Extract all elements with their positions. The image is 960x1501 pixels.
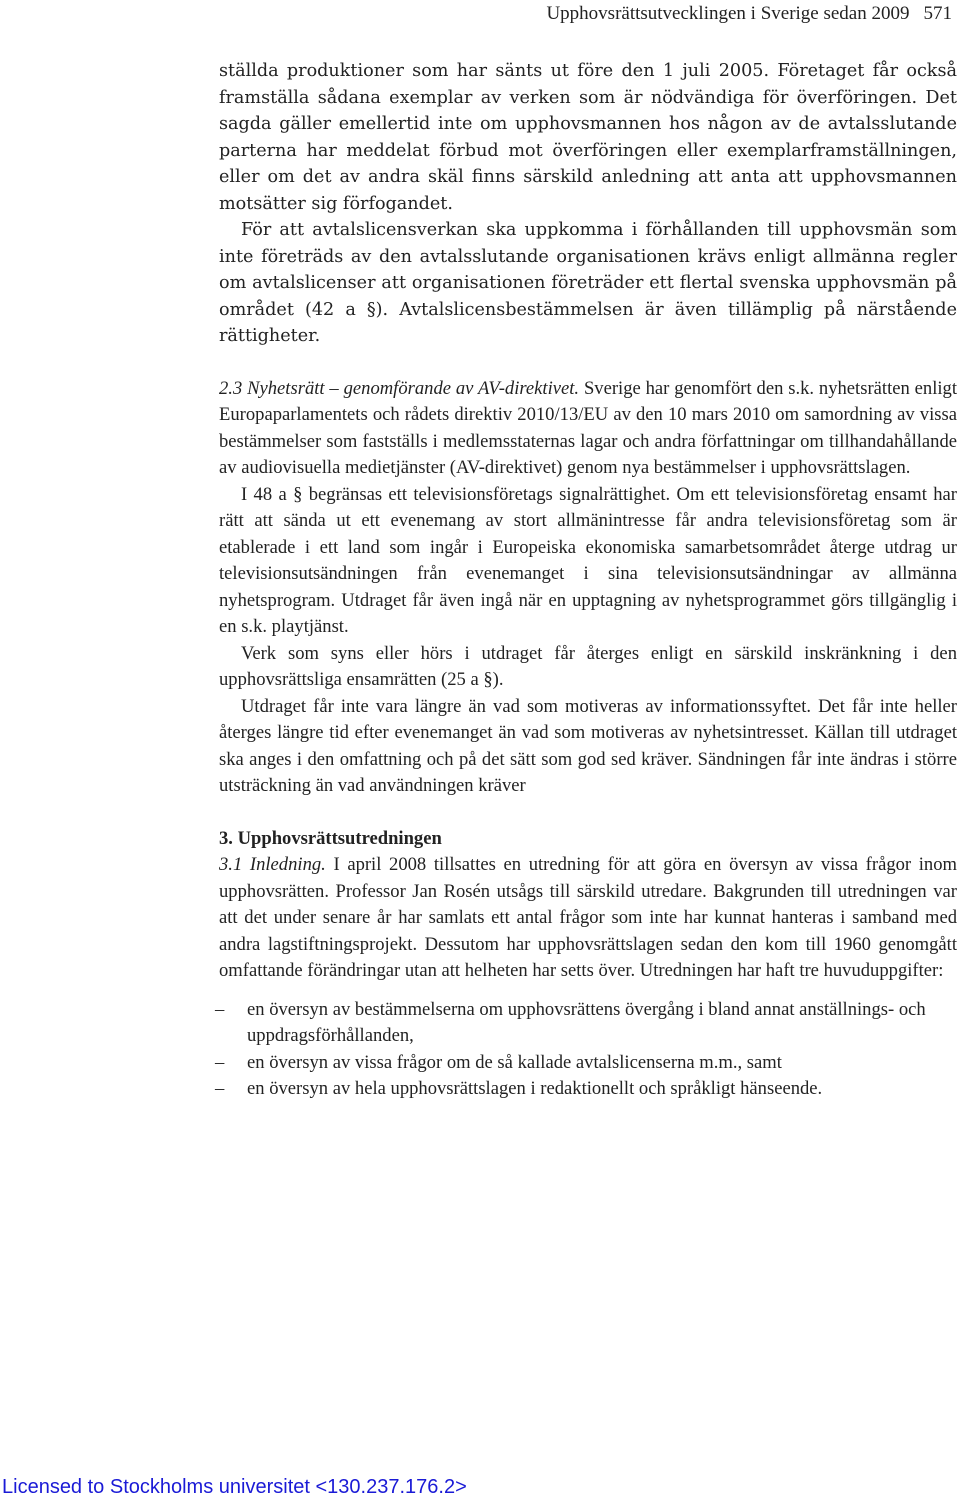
list-item-text: en översyn av hela upphovsrättslagen i redaktionellt och språkligt hänseende. — [247, 1078, 823, 1099]
section-3-1 — [219, 852, 957, 985]
paragraph-overforing: ställda produktioner som har sänts ut före den 1 juli 2005. Företaget får också framställa sådana exemplar av verken som är nödvändiga för överföringen. Det sagda gäller emellertid inte om upphovsmannen hos någon av de avtalsslutande parterna har meddelat förbud mot överföringen eller exemplarframställningen, eller om det av andra skäl finns särskild anledning att anta att upphovsmannen motsätter sig förfogandet. — [219, 61, 957, 214]
section-2-3-text: Sverige har genomfört den s.k. nyhetsrätten enligt Europaparlamentets och rådets direktiv 2010/13/EU av den 10 mars 2010 om samordning av vissa bestämmelser som fastställs i medlemsstaternas lagar och andra författningar om tillhandahållande av audiovisuella medietjänster (AV-direktivet) genom nya bestämmelser i upphovsrättslagen. — [219, 377, 957, 478]
list-item-text: en översyn av vissa frågor om de så kallade avtalslicenserna m.m., samt — [247, 1051, 782, 1073]
paragraph-avtalslicens: För att avtalslicensverkan ska uppkomma i förhållanden till upphovsmän som inte företräds av den avtalsslutande organisationen krävs enligt allmänna regler om avtalslicenser att organisationen företräder ett flertal svenska upphovsmän på området (42 a §). Avtalslicensbestämmelsen är även tillämplig på närstående rättigheter. — [219, 220, 957, 346]
section-3-heading: 3. Upphovsrättsutredningen — [219, 827, 442, 849]
page-number: 571 — [923, 3, 952, 24]
dash-marker: – — [215, 998, 225, 1020]
paragraph-utdraget: Utdraget får inte vara längre än vad som motiveras av informationssyftet. Det får inte heller återges längre tid efter evenemanget än vad som motiveras av nyhetsintresset. Källan till utdraget ska anges i den omfattning och på det sätt som god sed kräver. Sändningen får inte ändras i större utsträckning än vad användningen kräver — [219, 695, 957, 796]
running-title: Upphovsrättsutvecklingen i Sverige sedan 2009 — [546, 3, 910, 24]
list-item-text: en översyn av bestämmelserna om upphovsrättens övergång i bland annat anställnings- och uppdragsförhållanden, — [247, 998, 926, 1046]
paragraph-48a: I 48 a § begränsas ett televisionsföretags signalrättighet. Om ett televisionsföretag ensamt har rätt att sända ut ett evenemang av stort allmänintresse får andra televisionsföretag som är etablerade i ett land som ingår i Europeiska ekonomiska samarbetsområdet återge utdrag ur televisionsutsändningen från evenemanget i sina televisionsutsändningar av allmänna nyhetsprogram. Utdraget får även ingå när en upptagning av nyhetsprogrammet görs tillgänglig i en s.k. playtjänst. — [219, 483, 957, 637]
section-3-1-heading: 3.1 Inledning. — [219, 854, 326, 875]
list-item — [217, 1076, 957, 1103]
page-body — [215, 58, 957, 1103]
section-2-3 — [219, 376, 957, 482]
section-3-1-text: I april 2008 tillsattes en utredning för att göra en översyn av vissa frågor inom upphovsrätten. Professor Jan Rosén utsågs till särskild utredare. Bakgrunden till utredningen var att det under senare år har samlats ett antal frågor som inte har kunnat hanteras i samband med andra lagstiftningsprojekt. Dessutom har upphovsrättslagen sedan den kom till 1960 genomgått omfattande förändringar utan att helheten har setts över. Utredningen har haft tre huvuduppgifter: — [219, 854, 957, 981]
license-footer: Licensed to Stockholms universitet <130.237.176.2> — [2, 1476, 467, 1498]
list-item — [217, 997, 957, 1050]
list-item — [217, 1050, 957, 1077]
dash-marker: – — [215, 1051, 225, 1073]
section-2-3-heading: 2.3 Nyhetsrätt – genomförande av AV-direktivet. — [219, 377, 580, 399]
paragraph-25a: Verk som syns eller hörs i utdraget får återges enligt en särskild inskränkning i den upphovsrättsliga ensamrätten (25 a §). — [219, 642, 957, 690]
task-list — [215, 997, 957, 1103]
dash-marker: – — [215, 1078, 225, 1099]
running-header — [546, 2, 952, 26]
